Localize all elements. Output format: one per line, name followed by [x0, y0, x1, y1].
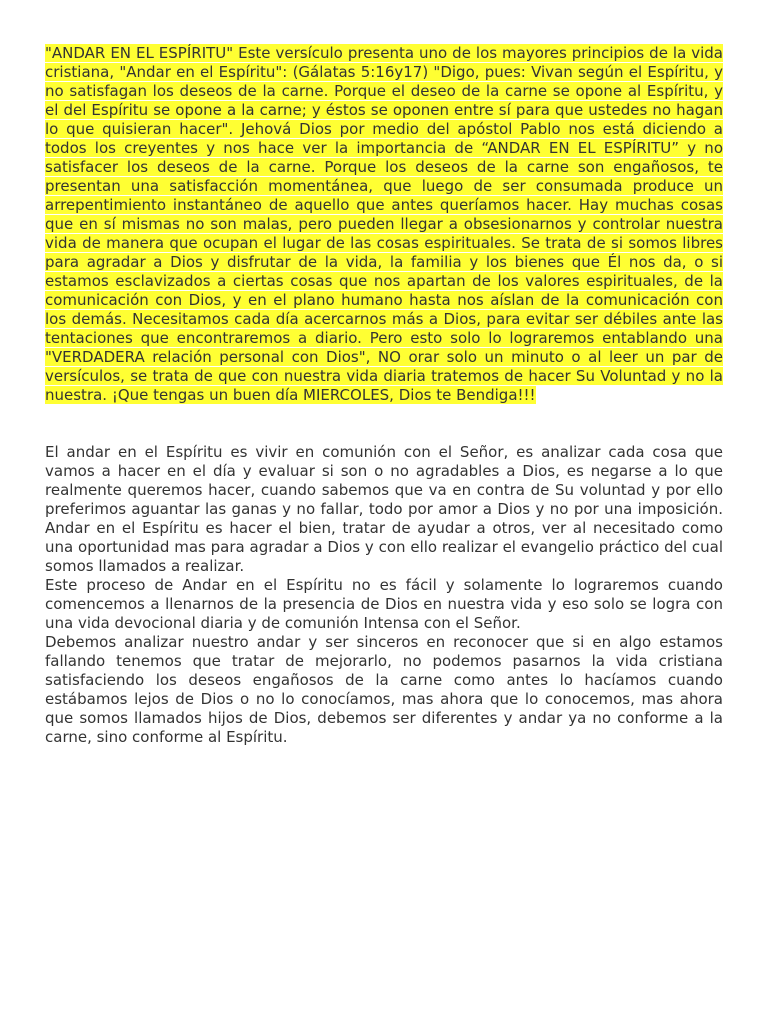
body-paragraph-1: El andar en el Espíritu es vivir en comunión con el Señor, es analizar cada cosa que vamos a hacer en el día y evaluar si son o no agradables a Dios, es negarse a lo que realmente queremos hacer, cuando sabemos que va en contra de Su voluntad y por ello preferimos aguantar las ganas y no fallar, todo por amor a Dios y no por una imposición. Andar en el Espíritu es hacer el bien, tratar de ayudar a otros, ver al necesitado como una oportunidad mas para agradar a Dios y con ello realizar el evangelio práctico del cual somos llamados a realizar.	[45, 443, 723, 575]
document-page	[45, 44, 723, 747]
paragraph-gap	[45, 405, 723, 443]
highlighted-text: "ANDAR EN EL ESPÍRITU" Este versículo presenta uno de los mayores principios de la vida cristiana, "Andar en el Espíritu": (Gálatas 5:16y17) "Digo, pues: Vivan según el Espíritu, y no satisfagan los deseos de la carne. Porque el deseo de la carne se opone al Espíritu, y el del Espíritu se opone a la carne; y éstos se oponen entre sí para que ustedes no hagan lo que quisieran hacer". Jehová Dios por medio del apóstol Pablo nos está diciendo a todos los creyentes y nos hace ver la importancia de “ANDAR EN EL ESPÍRITU” y no satisfacer los deseos de la carne. Porque los deseos de la carne son engañosos, te presentan una satisfacción momentánea, que luego de ser consumada produce un arrepentimiento instantáneo de aquello que antes queríamos hacer. Hay muchas cosas que en sí mismas no son malas, pero pueden llegar a obsesionarnos y controlar nuestra vida de manera que ocupan el lugar de las cosas espirituales. Se trata de si somos libres para agradar a Dios y disfrutar de la vida, la familia y los bienes que Él nos da, o si estamos esclavizados a ciertas cosas que nos apartan de los valores espirituales, de la comunicación con Dios, y en el plano humano hasta nos aíslan de la comunicación con los demás. Necesitamos cada día acercarnos más a Dios, para evitar ser débiles ante las tentaciones que encontraremos a diario. Pero esto solo lo lograremos entablando una "VERDADERA relación personal con Dios", NO orar solo un minuto o al leer un par de versículos, se trata de que con nuestra vida diaria tratemos de hacer Su Voluntad y no la nuestra. ¡Que tengas un buen día MIERCOLES, Dios te Bendiga!!!	[45, 44, 723, 404]
highlighted-paragraph	[45, 44, 723, 405]
body-paragraph-3: Debemos analizar nuestro andar y ser sinceros en reconocer que si en algo estamos fallando tenemos que tratar de mejorarlo, no podemos pasarnos la vida cristiana satisfaciendo los deseos engañosos de la carne como antes lo hacíamos cuando estábamos lejos de Dios o no lo conocíamos, mas ahora que lo conocemos, mas ahora que somos llamados hijos de Dios, debemos ser diferentes y andar ya no conforme a la carne, sino conforme al Espíritu.	[45, 633, 723, 746]
body-paragraph-2: Este proceso de Andar en el Espíritu no es fácil y solamente lo lograremos cuando comencemos a llenarnos de la presencia de Dios en nuestra vida y eso solo se logra con una vida devocional diaria y de comunión Intensa con el Señor.	[45, 576, 723, 632]
